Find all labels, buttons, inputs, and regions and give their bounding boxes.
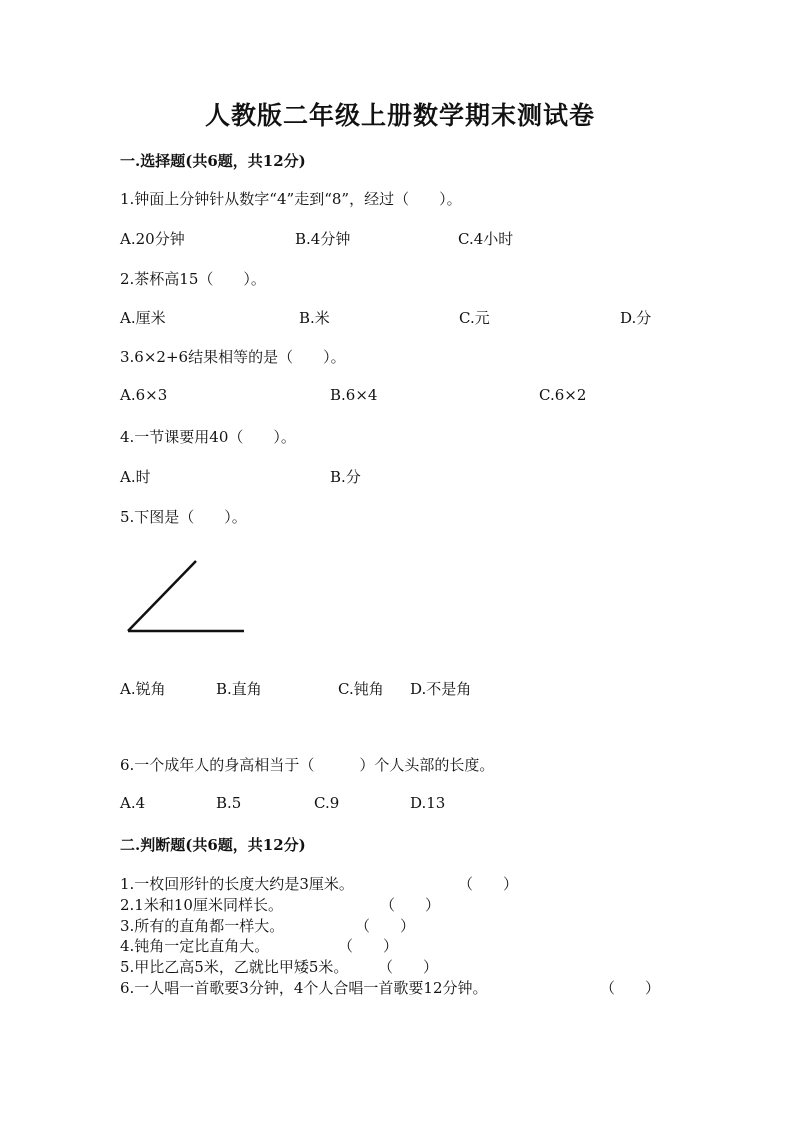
answer-blank[interactable]: （ ） [338,937,399,955]
question-2: 2.茶杯高15（ ）。 [120,270,266,288]
answer-blank[interactable]: （ ） [378,958,439,976]
option-d: D.13 [410,794,446,812]
option-a: A.20分钟 [120,230,185,248]
option-c: C.4小时 [458,230,514,248]
judgment-item-4: 4.钝角一定比直角大。 [120,937,270,955]
angle-ray-upper [128,561,196,631]
judgment-item-5: 5.甲比乙高5米，乙就比甲矮5米。 [120,958,349,976]
option-b: B.分 [330,468,361,486]
option-a: A.4 [120,794,146,812]
question-3: 3.6×2+6结果相等的是（ ）。 [120,348,346,366]
question-6: 6.一个成年人的身高相当于（ ）个人头部的长度。 [120,756,495,774]
answer-blank[interactable]: （ ） [355,917,416,935]
page-title: 人教版二年级上册数学期末测试卷 [204,101,595,130]
judgment-item-6: 6.一人唱一首歌要3分钟，4个人合唱一首歌要12分钟。 [120,979,488,997]
question-4: 4.一节课要用40（ ）。 [120,428,296,446]
acute-angle-figure [120,556,250,636]
option-c: C.钝角 [338,680,384,698]
option-a: A.厘米 [120,309,166,327]
judgment-item-3: 3.所有的直角都一样大。 [120,917,285,935]
section-heading-choice: 一.选择题(共6题，共12分) [120,152,306,170]
question-5: 5.下图是（ ）。 [120,508,247,526]
option-b: B.6×4 [330,386,378,404]
judgment-item-1: 1.一枚回形针的长度大约是3厘米。 [120,875,354,893]
option-c: C.9 [314,794,340,812]
option-a: A.锐角 [120,680,166,698]
option-b: B.米 [299,309,330,327]
answer-blank[interactable]: （ ） [600,979,661,997]
option-a: A.时 [120,468,151,486]
section-heading-judgment: 二.判断题(共6题，共12分) [120,836,306,854]
option-d: D.不是角 [410,680,472,698]
option-d: D.分 [620,309,652,327]
answer-blank[interactable]: （ ） [458,875,519,893]
option-c: C.元 [459,309,490,327]
option-b: B.直角 [216,680,262,698]
judgment-item-2: 2.1米和10厘米同样长。 [120,896,283,914]
option-b: B.5 [216,794,242,812]
question-1: 1.钟面上分钟针从数字“4”走到“8”，经过（ ）。 [120,190,462,208]
option-a: A.6×3 [120,386,168,404]
answer-blank[interactable]: （ ） [380,896,441,914]
option-b: B.4分钟 [295,230,351,248]
option-c: C.6×2 [539,386,587,404]
